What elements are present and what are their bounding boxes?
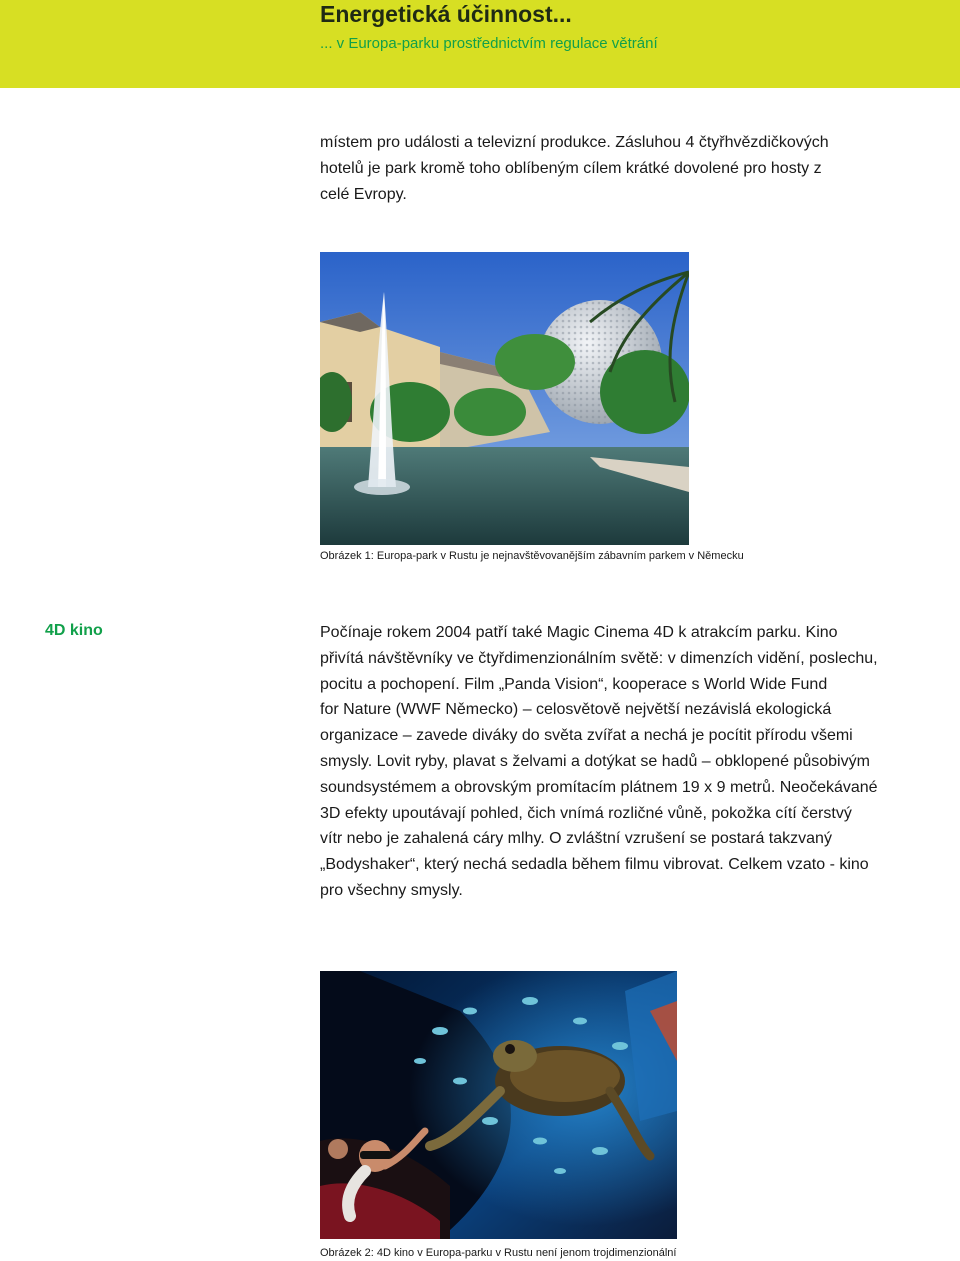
section-line: smysly. Lovit ryby, plavat s želvami a dotýkat se hadů – obklopené působivým [320, 752, 870, 770]
page-header [0, 0, 960, 88]
section-line: pro všechny smysly. [320, 881, 463, 899]
page-subtitle: ... v Europa-parku prostřednictvím regulace větrání [320, 35, 658, 52]
intro-line: celé Evropy. [320, 185, 407, 203]
intro-line: místem pro události a televizní produkce. Zásluhou 4 čtyřhvězdičkových [320, 134, 829, 151]
section-paragraph [320, 620, 920, 904]
section-line: „Bodyshaker“, který nechá sedadla během filmu vibrovat. Celkem vzato - kino [320, 856, 869, 874]
page-title: Energetická účinnost... [320, 1, 572, 27]
section-heading: 4D kino [45, 622, 103, 639]
section-line: pocitu a pochopení. Film „Panda Vision“, kooperace s World Wide Fund [320, 675, 828, 693]
section-line: vítr nebo je zahalená cáry mlhy. O zvláštní vzrušení se postará takzvaný [320, 830, 832, 848]
figure2-caption: Obrázek 2: 4D kino v Europa-parku v Rustu není jenom trojdimenzionální [320, 1247, 677, 1259]
cinema-4d-photo [320, 971, 677, 1239]
section-line: 3D efekty upoutávají pohled, čich vnímá rozličné vůně, pokožka cítí čerstvý [320, 804, 852, 822]
section-line: Počínaje rokem 2004 patří také Magic Cinema 4D k atrakcím parku. Kino [320, 624, 838, 641]
intro-paragraph [320, 130, 920, 207]
figure1-caption: Obrázek 1: Europa-park v Rustu je nejnavštěvovanějším zábavním parkem v Německu [320, 550, 744, 562]
section-line: organizace – zavede diváky do světa zvířat a nechá je pocítit přírodu všemi [320, 727, 853, 745]
section-line: for Nature (WWF Německo) – celosvětově největší nezávislá ekologická [320, 701, 832, 719]
section-line: soundsystémem a obrovským promítacím plátnem 19 x 9 metrů. Neočekávané [320, 778, 878, 796]
intro-line: hotelů je park kromě toho oblíbeným cílem krátké dovolené pro hosty z [320, 159, 822, 177]
europa-park-photo [320, 252, 689, 545]
section-line: přivítá návštěvníky ve čtyřdimenzionálním světě: v dimenzích vidění, poslechu, [320, 649, 878, 667]
